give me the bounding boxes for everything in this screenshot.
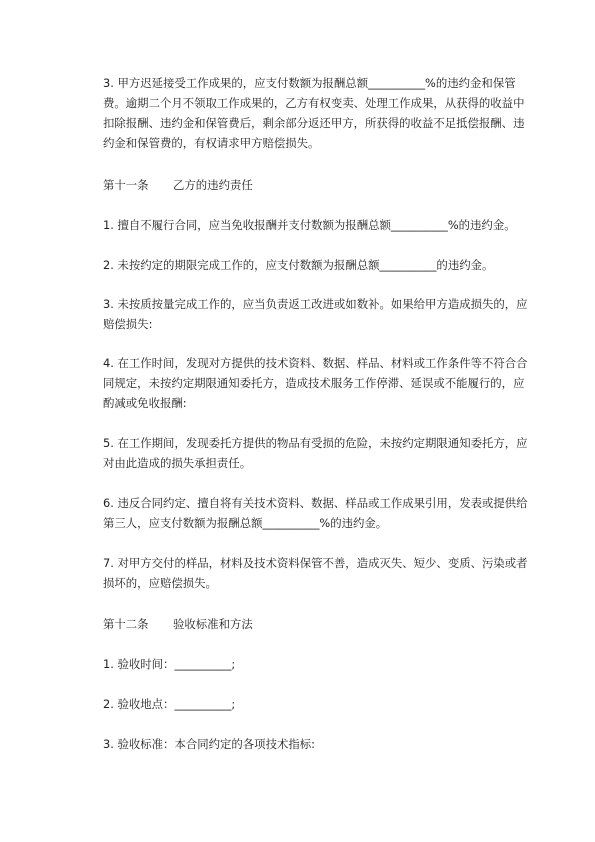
article-11-number: 第十一条 <box>103 178 149 192</box>
article-11-item-6: 6. 违反合同约定、擅自将有关技术资料、数据、样品或工作成果引用，发表或提供给第三人，应支付数额为报酬总额__________%的违约金。 <box>103 496 528 530</box>
article-11-item-4: 4. 在工作时间，发现对方提供的技术资料、数据、样品、材料或工作条件等不符合合同规定，未按约定期限通知委托方，造成技术服务工作停滞、延误或不能履行的，应酌减或免收报酬: <box>103 356 528 410</box>
article-12-number: 第十二条 <box>103 617 149 631</box>
article-12-item-1: 1. 验收时间：__________; <box>103 657 236 671</box>
article-12-title: 验收标准和方法 <box>173 617 253 631</box>
article-11-item-7: 7. 对甲方交付的样品，材料及技术资料保管不善，造成灭失、短少、变质、污染或者损坏的，应赔偿损失。 <box>103 556 528 590</box>
clause-party-a-delay-acceptance: 3. 甲方迟延接受工作成果的，应支付数额为报酬总额__________%的违约金和保管费。逾期二个月不领取工作成果的，乙方有权变卖、处理工作成果，从获得的收益中扣除报酬、违约金和保管费后，剩余部分返还甲方，所获得的收益不足抵偿报酬、违约金和保管费的，有权请求甲方赔偿损失。 <box>103 76 525 150</box>
article-12-heading <box>103 614 253 634</box>
article-11-title: 乙方的违约责任 <box>173 178 253 192</box>
article-11-item-5: 5. 在工作期间，发现委托方提供的物品有受损的危险，未按约定期限通知委托方，应对由此造成的损失承担责任。 <box>103 436 528 470</box>
article-12-item-2: 2. 验收地点：__________; <box>103 697 236 711</box>
article-11-item-3: 3. 未按质按量完成工作的，应当负责返工改进或如数补。如果给甲方造成损失的，应赔偿损失: <box>103 297 528 331</box>
article-12-item-3: 3. 验收标准：本合同约定的各项技术指标: <box>103 737 315 751</box>
article-11-heading <box>103 175 253 195</box>
article-11-item-1: 1. 擅自不履行合同，应当免收报酬并支付数额为报酬总额__________%的违约金。 <box>103 218 516 232</box>
article-11-item-2: 2. 未按约定的期限完成工作的，应支付数额为报酬总额__________的违约金。 <box>103 258 494 272</box>
